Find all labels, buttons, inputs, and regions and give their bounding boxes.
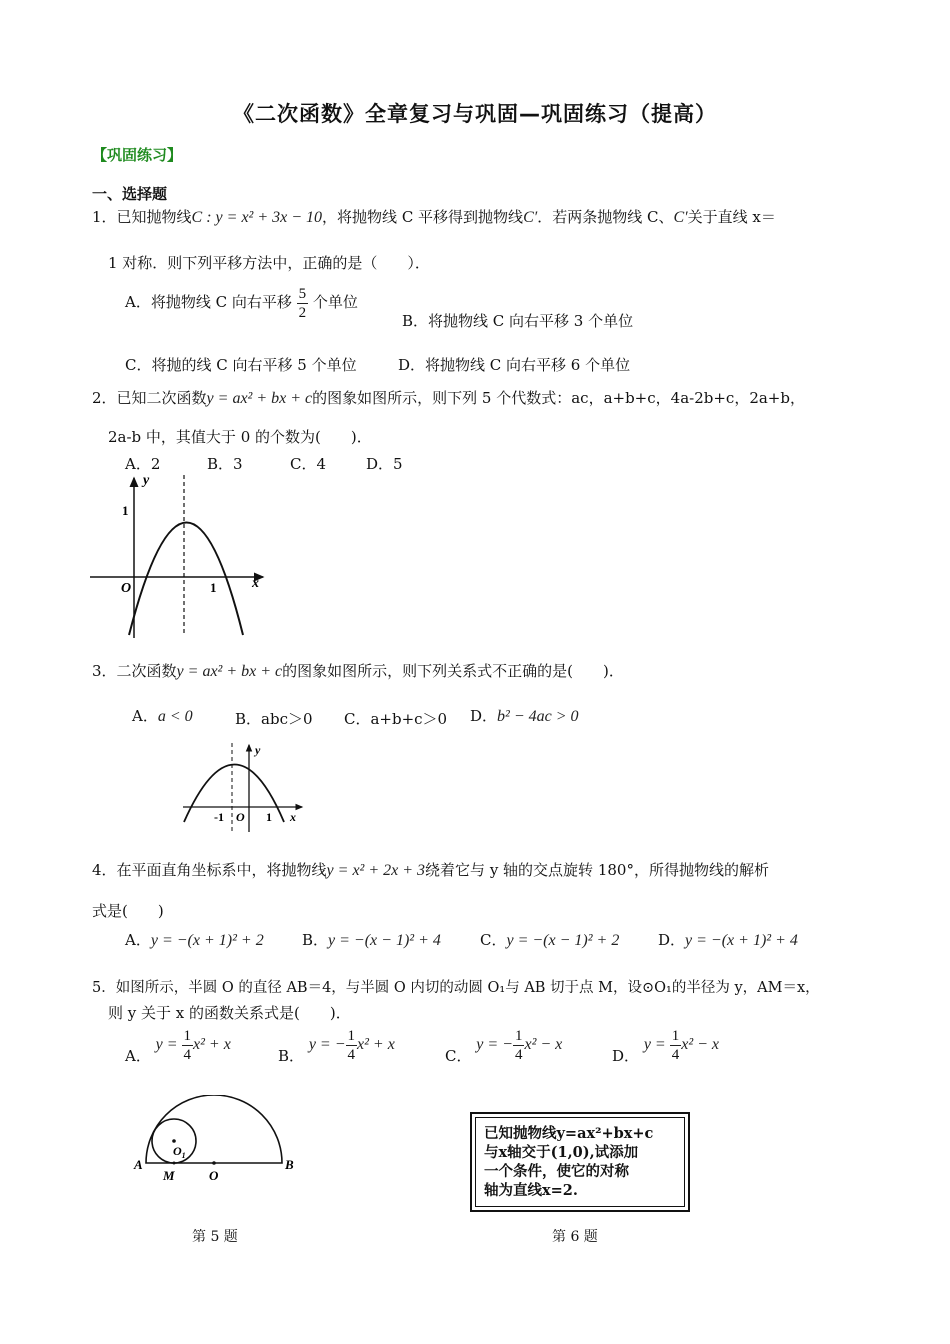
q5-option-c bbox=[445, 1025, 562, 1075]
q5-option-a-pre: y = bbox=[155, 1036, 182, 1053]
frac-den: 4 bbox=[671, 1046, 680, 1063]
q5-option-b-post: x² + x bbox=[357, 1036, 395, 1053]
q4-pre: 4．在平面直角坐标系中，将抛物线 bbox=[92, 861, 327, 879]
q5-option-b bbox=[278, 1025, 395, 1075]
frac-den: 2 bbox=[298, 304, 307, 321]
question-5-line-1: 5．如图所示，半圆 O 的直径 AB＝4，与半圆 O 内切的动圆 O₁与 AB 切于点 M，设⊙O₁的半径为 y，AM＝x， bbox=[92, 980, 820, 996]
q2-option-b: B．3 bbox=[207, 455, 243, 473]
question-4-line-1 bbox=[92, 860, 769, 881]
question-3-line-1 bbox=[92, 661, 624, 682]
origin-label: O bbox=[121, 581, 132, 596]
label-a: A bbox=[134, 1157, 143, 1172]
label-m: M bbox=[163, 1168, 175, 1183]
x-tick-1: 1 bbox=[210, 580, 217, 595]
q1-option-c: C．将抛的线 C 向右平移 5 个单位 bbox=[125, 356, 357, 374]
q1-option-a bbox=[125, 284, 358, 322]
q6-text-box-inner bbox=[475, 1117, 685, 1207]
parabola-curve bbox=[129, 523, 243, 636]
q1-option-a-post: 个单位 bbox=[312, 293, 358, 311]
q5-option-d bbox=[612, 1025, 719, 1075]
q2-option-a: A．2 bbox=[125, 455, 161, 473]
q4-option-d-eq: y = −(x + 1)² + 4 bbox=[685, 932, 798, 949]
q5-option-a-fraction bbox=[182, 1027, 194, 1064]
q1-option-a-fraction bbox=[297, 285, 309, 322]
label-b: B bbox=[285, 1157, 294, 1172]
q5-semicircle-figure bbox=[130, 1095, 305, 1190]
frac-num: 5 bbox=[298, 285, 307, 302]
label-o1-sub: 1 bbox=[181, 1151, 186, 1160]
q3-pre: 3．二次函数 bbox=[92, 662, 177, 680]
question-4-line-2: 式是( ) bbox=[92, 902, 164, 920]
semicircle-o bbox=[146, 1095, 282, 1163]
q3-parabola-graph bbox=[180, 740, 310, 836]
q4-option-d-label: D． bbox=[658, 931, 686, 949]
q1-post2: 关于直线 x＝ bbox=[687, 208, 776, 226]
q4-equation: y = x² + 2x + 3 bbox=[326, 862, 426, 879]
q4-option-c bbox=[480, 930, 619, 951]
q4-post: 绕着它与 y 轴的交点旋转 180°，所得抛物线的解析 bbox=[425, 861, 769, 879]
label-o1-main: O bbox=[173, 1144, 182, 1158]
q1-cprime: C′ bbox=[523, 209, 538, 226]
q3-equation: y = ax² + bx + c bbox=[176, 663, 283, 680]
q5-option-b-pre: y = − bbox=[308, 1036, 346, 1053]
frac-num: 1 bbox=[514, 1027, 523, 1044]
q6-box-line-1: 已知抛物线y=ax²+bx+c bbox=[484, 1125, 654, 1142]
q1-mid: ，将抛物线 C 平移得到抛物线 bbox=[322, 208, 524, 226]
q3-option-c: C．a+b+c＞0 bbox=[344, 710, 448, 728]
page-title: 《二次函数》全章复习与巩固—巩固练习（提高） bbox=[233, 102, 717, 126]
q6-text-box bbox=[470, 1112, 690, 1212]
q5-option-a-label: A． bbox=[125, 1047, 151, 1065]
q3-option-a-label: A． bbox=[132, 707, 158, 725]
x-tick-neg1: -1 bbox=[214, 810, 224, 824]
section-heading: 一、选择题 bbox=[92, 185, 168, 203]
frac-num: 1 bbox=[183, 1027, 192, 1044]
q3-option-d bbox=[470, 706, 579, 727]
frac-den: 4 bbox=[514, 1046, 523, 1063]
section-tag: 【巩固练习】 bbox=[92, 146, 183, 164]
q4-option-a-eq: y = −(x + 1)² + 2 bbox=[150, 932, 264, 949]
q5-option-c-post: x² − x bbox=[524, 1036, 563, 1053]
q3-option-b: B．abc＞0 bbox=[235, 710, 313, 728]
q4-option-b-eq: y = −(x − 1)² + 4 bbox=[328, 932, 441, 949]
q1-cprime-2: C′ bbox=[673, 209, 688, 226]
x-axis-label: x bbox=[252, 576, 259, 591]
label-o: O bbox=[209, 1168, 219, 1183]
question-2-line-2: 2a-b 中，其值大于 0 的个数为( )． bbox=[108, 428, 372, 446]
q6-box-line-4: 轴为直线x=2. bbox=[484, 1182, 578, 1199]
q6-box-line-3: 一个条件，使它的对称 bbox=[484, 1163, 629, 1180]
q1-post: ．若两条抛物线 C、 bbox=[537, 208, 674, 226]
question-1-line-2: 1 对称．则下列平移方法中，正确的是（ ）． bbox=[108, 254, 430, 272]
frac-den: 4 bbox=[347, 1046, 356, 1063]
q6-box-line-2: 与x轴交于(1,0),试添加 bbox=[484, 1144, 639, 1161]
q5-option-d-post: x² − x bbox=[681, 1036, 720, 1053]
q4-option-c-eq: y = −(x − 1)² + 2 bbox=[506, 932, 620, 949]
q5-option-c-pre: y = − bbox=[476, 1036, 513, 1053]
x-axis-label: x bbox=[290, 810, 296, 824]
q4-option-a-label: A． bbox=[125, 931, 151, 949]
q3-option-d-eq: b² − 4ac > 0 bbox=[497, 708, 579, 725]
q5-option-a-post: x² + x bbox=[193, 1036, 231, 1053]
q5-option-c-fraction bbox=[513, 1027, 525, 1064]
point-m bbox=[173, 1162, 176, 1165]
q1-option-d: D．将抛物线 C 向右平移 6 个单位 bbox=[398, 356, 631, 374]
q3-post: 的图象如图所示，则下列关系式不正确的是( )． bbox=[282, 662, 624, 680]
q3-option-a bbox=[132, 706, 193, 727]
q3-option-a-eq: a < 0 bbox=[157, 708, 193, 725]
y-axis-label: y bbox=[143, 473, 150, 488]
q5-option-a bbox=[125, 1025, 231, 1075]
q2-equation: y = ax² + bx + c bbox=[206, 390, 313, 407]
q1-option-b: B．将抛物线 C 向右平移 3 个单位 bbox=[402, 312, 634, 330]
q4-option-b-label: B． bbox=[302, 931, 329, 949]
question-2-line-1 bbox=[92, 388, 805, 409]
figure-5-caption: 第 5 题 bbox=[192, 1229, 238, 1245]
q5-option-b-fraction bbox=[346, 1027, 358, 1064]
q1-pre: 1．已知抛物线 bbox=[92, 208, 192, 226]
center-o bbox=[212, 1161, 216, 1165]
question-1-line-1 bbox=[92, 207, 776, 228]
x-tick-1: 1 bbox=[266, 810, 272, 824]
q1-equation: C : y = x² + 3x − 10 bbox=[191, 209, 323, 226]
q5-option-c-label: C． bbox=[445, 1047, 472, 1065]
center-o1 bbox=[172, 1139, 176, 1143]
frac-num: 1 bbox=[347, 1027, 356, 1044]
q1-option-a-text: A．将抛物线 C 向右平移 bbox=[125, 293, 292, 311]
q2-option-c: C．4 bbox=[290, 455, 327, 473]
question-5-line-2: 则 y 关于 x 的函数关系式是( )． bbox=[108, 1004, 351, 1022]
q4-option-a bbox=[125, 930, 264, 951]
q4-option-d bbox=[658, 930, 798, 951]
q5-option-d-fraction bbox=[670, 1027, 682, 1064]
frac-num: 1 bbox=[671, 1027, 680, 1044]
q5-option-d-label: D． bbox=[612, 1047, 640, 1065]
q5-option-d-pre: y = bbox=[643, 1036, 670, 1053]
origin-label: O bbox=[236, 810, 245, 824]
q4-option-b bbox=[302, 930, 441, 951]
frac-den: 4 bbox=[183, 1046, 192, 1063]
q2-pre: 2．已知二次函数 bbox=[92, 389, 207, 407]
label-o1 bbox=[173, 1144, 186, 1160]
y-axis-label: y bbox=[255, 743, 261, 757]
q3-option-d-label: D． bbox=[470, 707, 498, 725]
q2-parabola-graph bbox=[85, 470, 275, 640]
figure-6-caption: 第 6 题 bbox=[552, 1229, 598, 1245]
q4-option-c-label: C． bbox=[480, 931, 507, 949]
y-tick-1: 1 bbox=[122, 503, 129, 518]
q2-post: 的图象如图所示，则下列 5 个代数式：ac，a+b+c，4a-2b+c，2a+b， bbox=[312, 389, 805, 407]
q2-option-d: D．5 bbox=[366, 455, 403, 473]
q5-option-b-label: B． bbox=[278, 1047, 305, 1065]
